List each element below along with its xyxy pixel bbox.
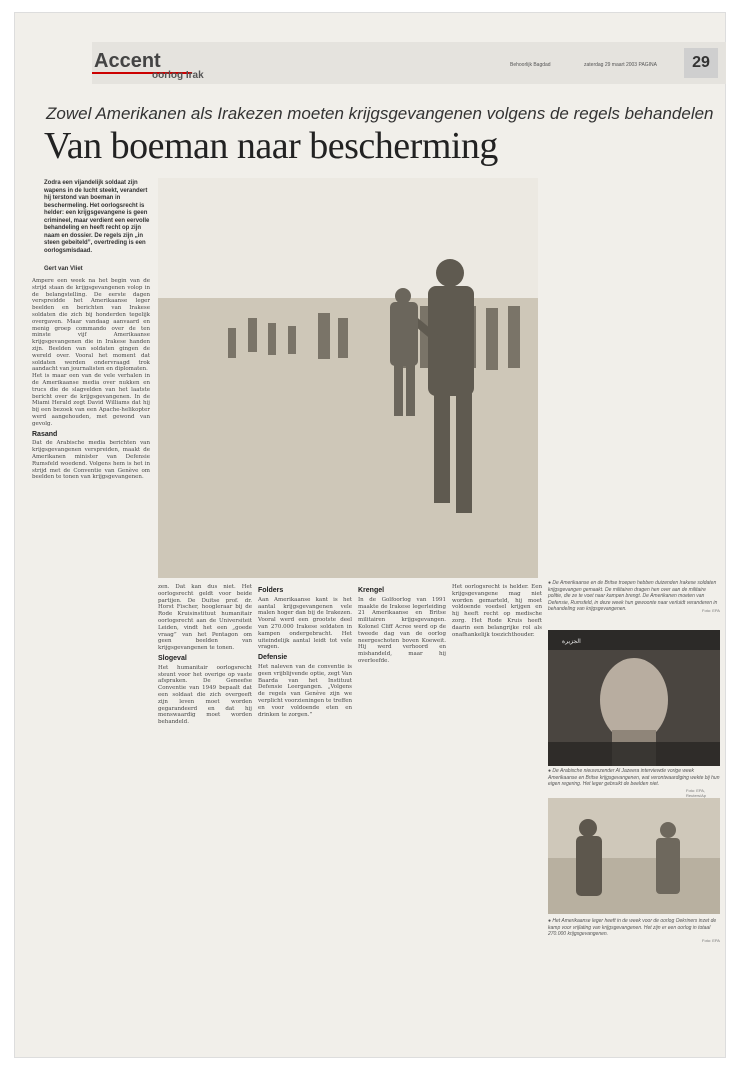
date: zaterdag 29 maart 2003 [584,62,638,68]
section-title: Accent [94,50,161,72]
third-photo [548,798,720,914]
subheading: Krengel [358,587,385,594]
lead-paragraph: Zodra een vijandelijk soldaat zijn wapens in de lucht steekt, verandert hij terstond van boeman in beschermeling. Het oorlogsrecht is helder: een krijgsgevangene is geen crimineel, maar verdient een eervolle behandeling en heeft recht op zijn naam en dossier. De regels zijn „in steen gebeiteld”, overtreding is een oorlogsmisdaad. [44,180,150,254]
body-text: Ampere een week na het begin van de strijd staan de krijgsgevangenen volop in de belangstelling. De eerste dagen verspreidde het Amerikaanse leger beelden en berichten van Irakese soldaten die zich bij honderden tegelijk overgaven. Maar vandaag aanvaard en menig groep commando over de ten minste vijf Amerikaanse krijgsgevangenen die in Irakese handen zijn. Beelden van soldaten gingen de wereld over. Vooral het moment dat soldaten werden ondervraagd trok aandacht van journalisten en diplomaten. [32,278,150,373]
body-text: In de Golfoorlog van 1991 maakte de Irakese legerleiding 21 Amerikaanse en Britse militairen krijgsgevangen. Kolonel Cliff Acree werd op de tweede dag van de oorlog neergeschoten boven Koeweit. Hij werd verhoord en mishandeld, maar hij overleefde. [358,596,446,664]
body-text: Het humanitair oorlogsrecht steunt voor het overige op vaste afspraken. De Geneefse Conventie van 1949 bepaalt dat een soldaat die zich overgeeft zijn leven moet worden gegarandeerd en dat hij menswaardig moet worden behandeld. [158,664,252,726]
main-photo-caption: ● De Amerikaanse en de Britse troepen hebben duizenden Irakese soldaten krijgsgevangen gemaakt. De militairen dragen hen over aan de militaire politie, die ze te voet naar kampen brengt. De Amerikanen moeten van Defensie, Rumsfeld, in deze week hun gewoonte naar verluidt veranderen in behandeling van krijgsgevangenen. [548,580,718,612]
headline: Van boeman naar bescherming [44,125,498,167]
dateline [584,62,657,68]
third-photo-credit: Foto: EPA [702,938,720,943]
column-2 [158,584,252,1044]
subheading: Rasand [32,430,58,438]
subheading: Folders [258,587,284,594]
page-label: PAGINA [638,62,658,68]
column-1 [32,278,150,1048]
subheading: Slogeval [158,654,187,662]
byline: Gert van Vliet [44,266,83,272]
column-4 [358,584,446,1044]
section-subtitle: oorlog Irak [152,70,204,81]
kicker: Zowel Amerikanen als Irakezen moeten krijgsgevangenen volgens de regels behandelen [46,104,714,123]
body-text: zen. Dat kan dus niet. Het oorlogsrecht geldt voor beide partijen. De Duitse prof. dr. Horst Fischer, hoogleraar bij de Rode Kruisinstituut humanitair oorlogsrecht aan de Universiteit Leiden, vindt het een „goede vraag” van het Pentagon om geen beelden van krijgsgevangenen te tonen. [158,584,252,652]
tv-photo [548,630,720,766]
body-text: Dat de Arabische media berichten van krijgsgevangenen verspreiden, maakt de Amerikanen minister van Defensie Rumsfeld woedend. Volgens hem is het in strijd met de Conventie van Genève om beelden te tonen van krijgsgevangenen. [32,440,150,481]
source-tag: Behoorlijk Bagdad [510,62,551,68]
tv-photo-caption: ● De Arabische nieuwszender Al Jazeera interviewde vorige week Amerikaanse en Britse krijgsgevangenen, wat verontwaardiging wekte bij hun eigen regering. Het leger gebruikt de beelden niet. [548,768,720,787]
newspaper-page [14,12,726,1058]
column-3 [258,584,352,1044]
page-number: 29 [684,48,718,78]
column-5 [452,584,542,1044]
main-photo-credit: Foto: EPA [702,608,720,613]
main-photo [158,178,538,578]
tv-logo: الجزيرة [562,639,581,645]
third-photo-caption: ● Het Amerikaanse leger heeft in de week voor de oorlog Oekriners inzet de kamp voor vrijlating van krijgsgevangenen. Het zijn er een oorlog in totaal 270.000 krijgsgevangenen. [548,918,717,937]
body-text: Het oorlogsrecht is helder. Een krijgsgevangene mag niet worden gemarteld, hij moet voldoende voedsel krijgen en hij heeft recht op medische zorg. Het Rode Kruis heeft daarin een belangrijke rol als onafhankelijk toezichthouder. [452,584,542,638]
subheading: Defensie [258,654,288,662]
section-header [14,42,726,84]
tv-photo-credit: Foto: EPA, Reuters/Ap [686,788,707,798]
body-text: Aan Amerikaanse kant is het aantal krijgsgevangenen vele malen hoger dan bij de Irakezen. Vooral werd een grootste deel van 270.000 Irakese soldaten in kampen ondergebracht. Het uiteindelijk aantal leidt tot vele vragen. [258,596,352,651]
body-text: Het is maar een van de vele verhalen in de Amerikaanse media over nukken en trucs die de slagvelden van het laatste bericht over de krijgsgevangenen. In de Miami Herald zegt David Williams dat hij bij een bezoek van een Apache-helikopter werd aangehouden, met gewond van gevolg. [32,373,150,427]
body-text: Het naleven van de conventie is geen vrijblijvende optie, zegt Van Baarda van het Instituut Defensie Leergangen. „Volgens de regels van Genève zijn we verplicht voorzieningen te treffen en voor voldoende eten en drinken te zorgen.” [258,663,352,718]
